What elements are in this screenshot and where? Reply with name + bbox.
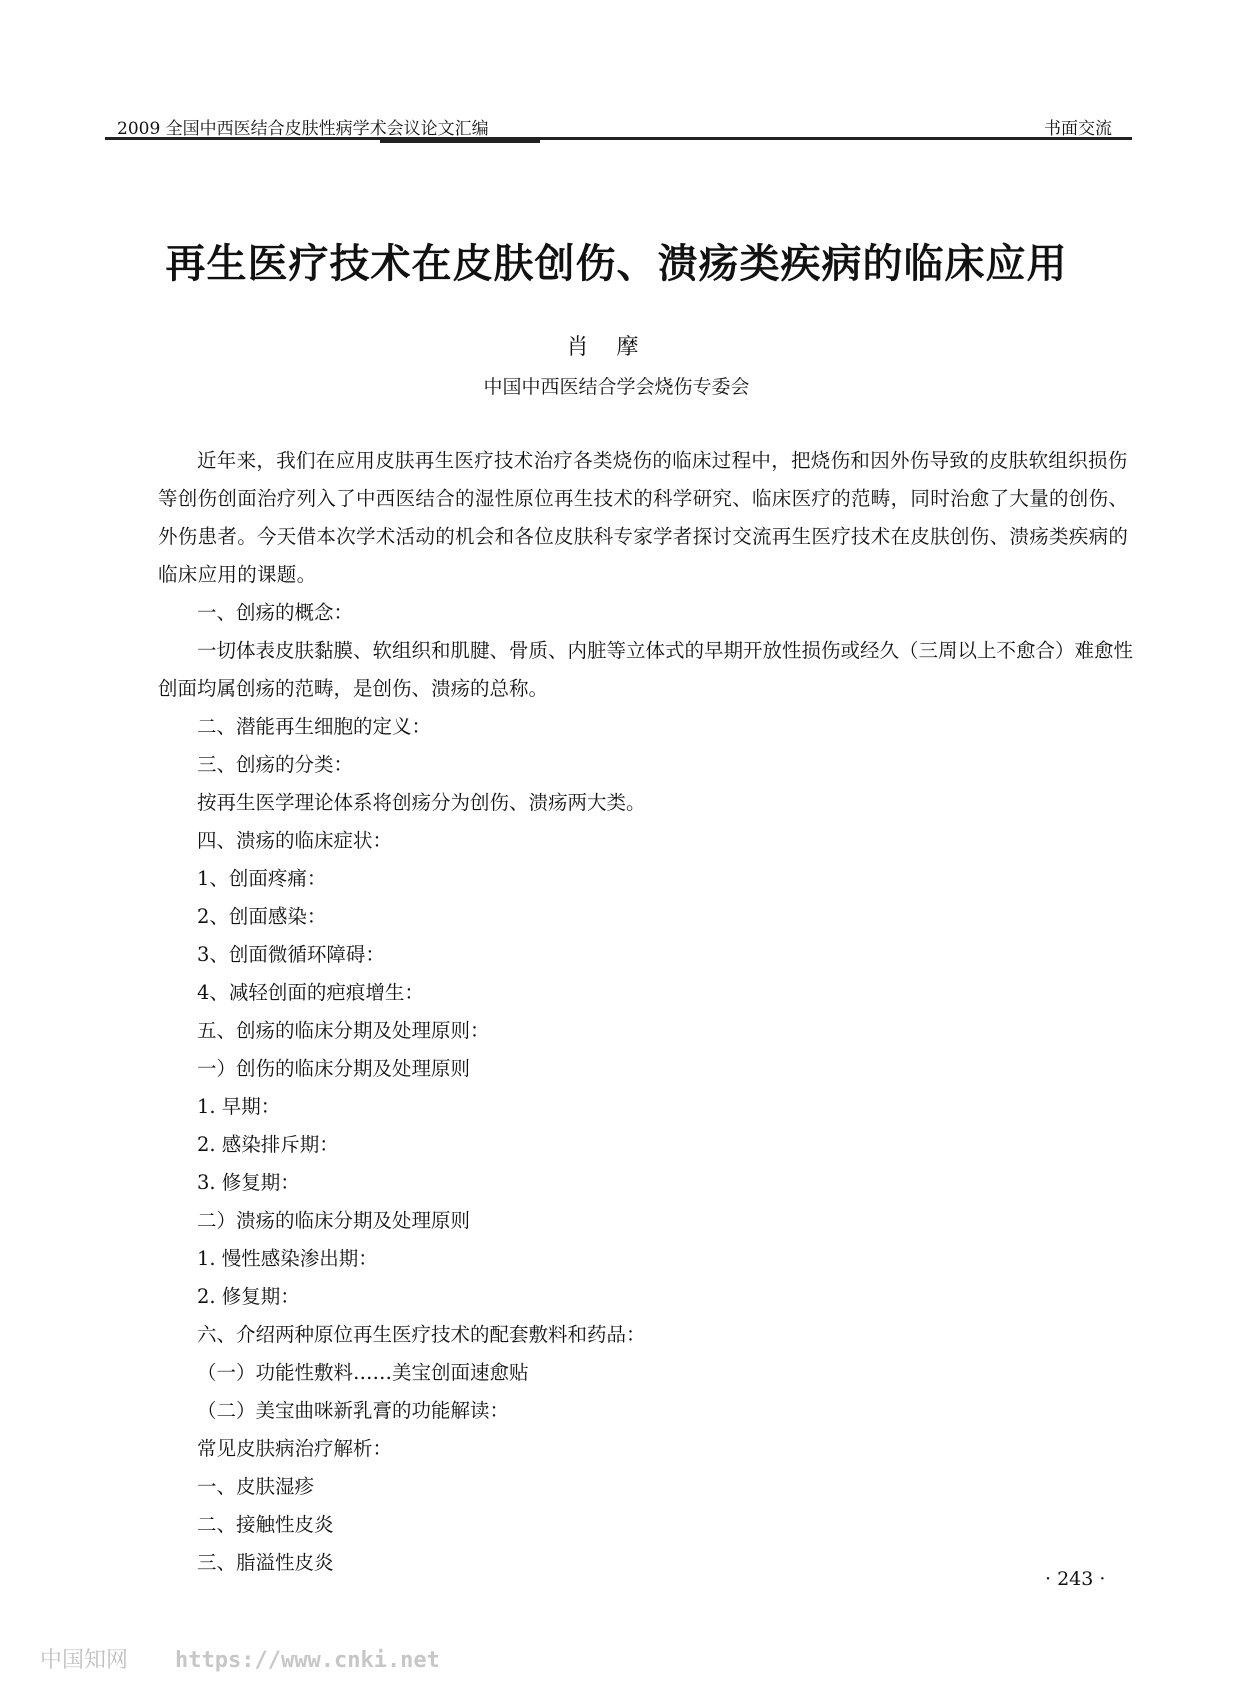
list-item: 2、创面感染：	[197, 905, 327, 928]
subsection-heading: （二）美宝曲咪新乳膏的功能解读：	[197, 1399, 510, 1422]
author-name: 肖摩	[566, 335, 667, 360]
subsection-heading: （一）功能性敷料……美宝创面速愈贴	[197, 1361, 529, 1384]
journal-title: 2009 全国中西医结合皮肤性病学术会议论文汇编	[117, 119, 489, 139]
watermark-site: 中国知网	[40, 1648, 129, 1673]
section-heading: 二、潜能再生细胞的定义：	[197, 715, 432, 738]
paper-body	[158, 442, 1134, 1582]
list-item: 1. 早期：	[197, 1095, 281, 1118]
section-heading: 六、介绍两种原位再生医疗技术的配套敷料和药品：	[197, 1323, 646, 1346]
header-rule-mark	[380, 140, 540, 143]
list-item: 一、皮肤湿疹	[197, 1475, 315, 1498]
list-item: 4、减轻创面的疤痕增生：	[197, 981, 424, 1004]
subsection-heading: 一）创伤的临床分期及处理原则	[197, 1057, 471, 1080]
list-item: 1. 慢性感染渗出期：	[197, 1247, 378, 1270]
list-item: 1、创面疼痛：	[197, 867, 327, 890]
list-item: 二、接触性皮炎	[197, 1513, 334, 1536]
watermark-url: https://www.cnki.net	[175, 1648, 440, 1673]
body-line: 按再生医学理论体系将创疡分为创伤、溃疡两大类。	[197, 791, 646, 814]
subsection-heading: 二）溃疡的临床分期及处理原则	[197, 1209, 471, 1232]
paper-title: 再生医疗技术在皮肤创伤、溃疡类疾病的临床应用	[165, 240, 1068, 287]
list-item: 3. 修复期：	[197, 1171, 300, 1194]
running-header	[105, 108, 1132, 140]
author-affiliation: 中国中西医结合学会烧伤专委会	[483, 376, 750, 398]
list-item: 3、创面微循环障碍：	[197, 943, 385, 966]
intro-paragraph: 近年来，我们在应用皮肤再生医疗技术治疗各类烧伤的临床过程中，把烧伤和因外伤导致的皮肤软组织损伤等创伤创面治疗列入了中西医结合的湿性原位再生技术的科学研究、临床医疗的范畴，同时治愈了大量的创伤、外伤患者。今天借本次学术活动的机会和各位皮肤科专家学者探讨交流再生医疗技术在皮肤创伤、溃疡类疾病的临床应用的课题。	[158, 449, 1129, 586]
source-watermark	[40, 1643, 440, 1674]
section-heading: 常见皮肤病治疗解析：	[197, 1437, 393, 1460]
list-item: 三、脂溢性皮炎	[197, 1551, 334, 1574]
page-number: · 243 ·	[1045, 1568, 1106, 1590]
body-paragraph: 一切体表皮肤黏膜、软组织和肌腱、骨质、内脏等立体式的早期开放性损伤或经久（三周以上不愈合）难愈性创面均属创疡的范畴，是创伤、溃疡的总称。	[158, 639, 1134, 700]
list-item: 2. 修复期：	[197, 1285, 300, 1308]
section-heading: 四、溃疡的临床症状：	[197, 829, 393, 852]
section-label: 书面交流	[1044, 119, 1112, 139]
section-heading: 三、创疡的分类：	[197, 753, 354, 776]
section-heading: 五、创疡的临床分期及处理原则：	[197, 1019, 490, 1042]
list-item: 2. 感染排斥期：	[197, 1133, 339, 1156]
section-heading: 一、创疡的概念：	[197, 601, 354, 624]
